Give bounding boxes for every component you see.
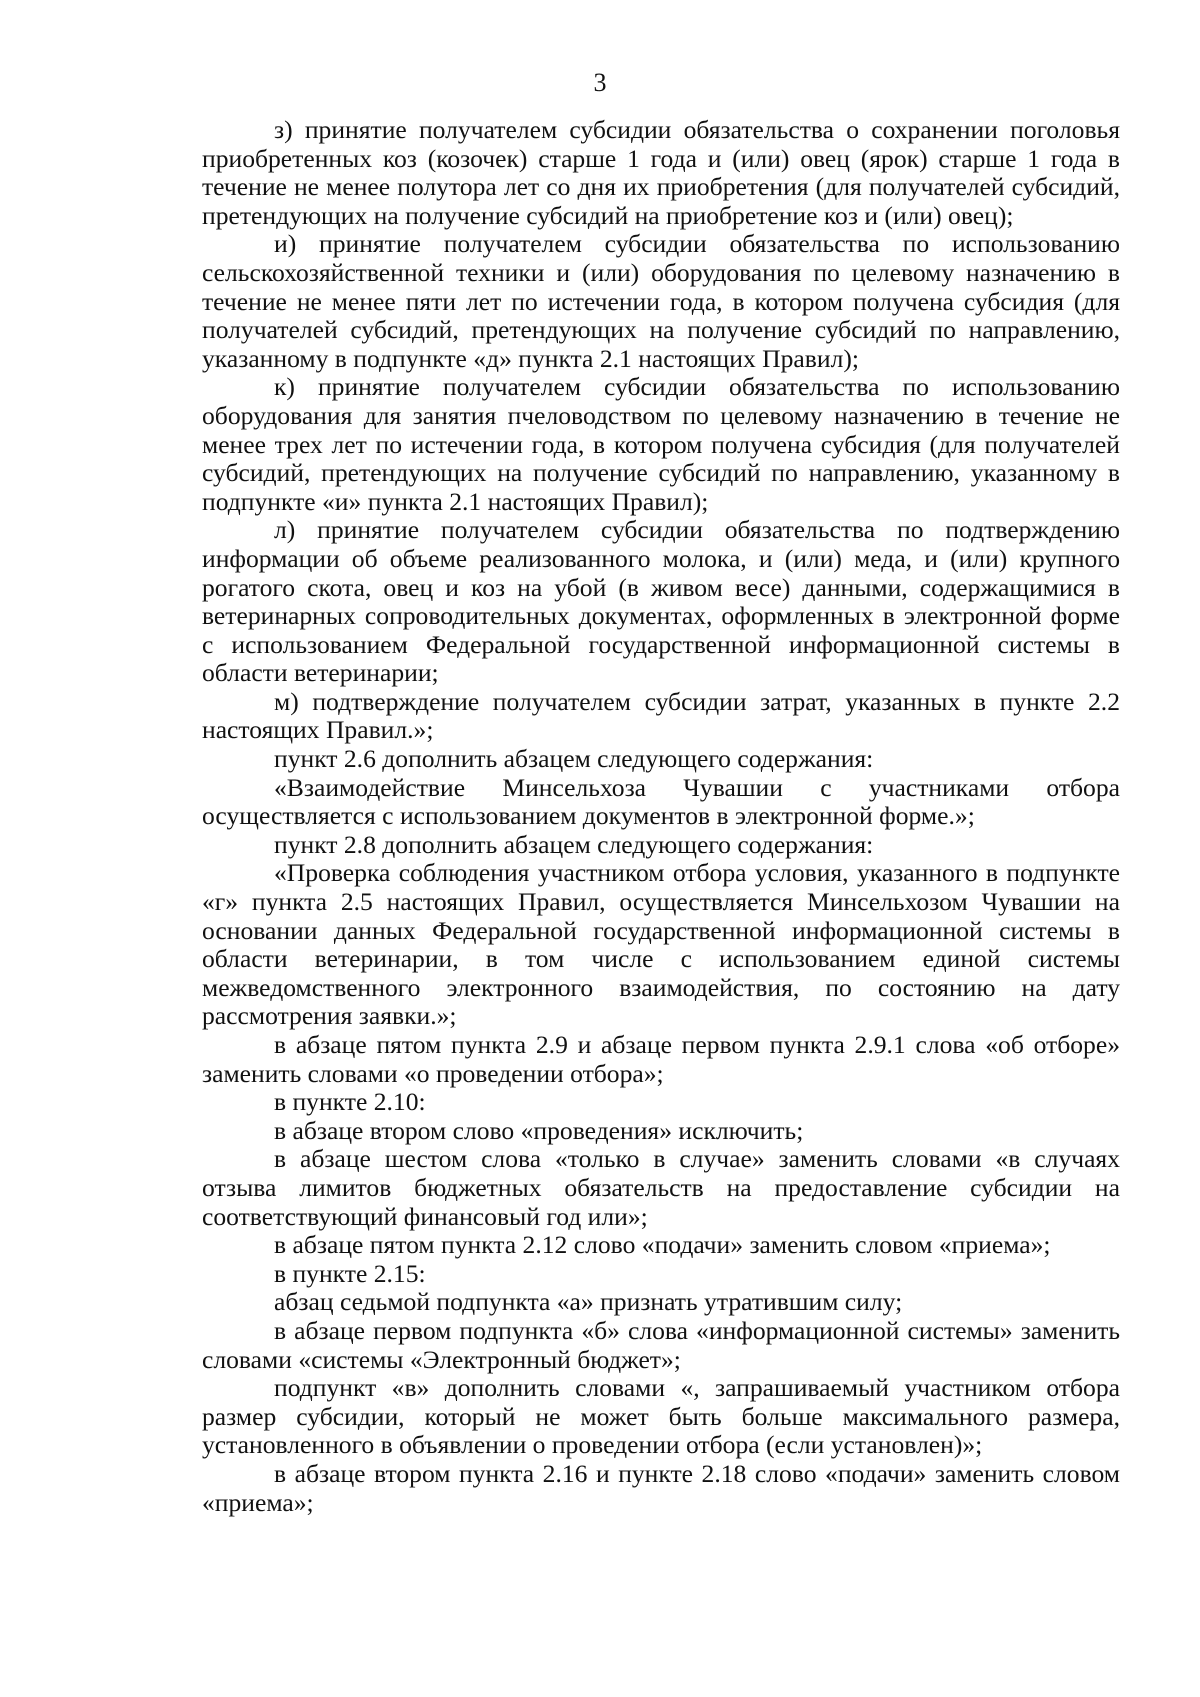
paragraph-i: и) принятие получателем субсидии обязательства по использованию сельскохозяйственной техники и (или) оборудования по целевому назначению в течение не менее пяти лет по истечении года, в котором получена субсидия (для получателей субсидий, претендующих на получение субсидий по направлению, указанному в подпункте «д» пункта 2.1 настоящих Правил);: [202, 229, 1120, 373]
paragraph-point-2-16: в абзаце втором пункта 2.16 и пункте 2.18 слово «подачи» заменить словом «приема»;: [202, 1458, 1120, 1517]
paragraph-k: к) принятие получателем субсидии обязательства по использованию оборудования для занятия пчеловодством по целевому назначению в течение не менее трех лет по истечении года, в котором получена субсидия (для получателей субсидий, претендующих на получение субсидий по направлению, указанному в подпункте «и» пункта 2.1 настоящих Правил);: [202, 372, 1120, 516]
paragraph-abzats-vtorom: в абзаце втором слово «проведения» исключить;: [274, 1115, 804, 1145]
paragraph-point-2-6: пункт 2.6 дополнить абзацем следующего содержания:: [274, 744, 874, 774]
paragraph-abzats-shestom: в абзаце шестом слова «только в случае» заменить словами «в случаях отзыва лимитов бюджетных обязательств на предоставление субсидии на соответствующий финансовый год или»;: [202, 1144, 1120, 1231]
paragraph-interaction-quote: «Взаимодействие Минсельхоза Чувашии с участниками отбора осуществляется с использованием документов в электронной форме.»;: [202, 772, 1120, 831]
paragraph-subpoint-b: в абзаце первом подпункта «б» слова «информационной системы» заменить словами «системы «Электронный бюджет»;: [202, 1315, 1120, 1374]
paragraph-subpoint-v: подпункт «в» дополнить словами «, запрашиваемый участником отбора размер субсидии, который не может быть больше максимального размера, установленного в объявлении о проведении отбора (если установлен)»;: [202, 1373, 1120, 1460]
paragraph-subpoint-a: абзац седьмой подпункта «а» признать утратившим силу;: [274, 1287, 903, 1317]
paragraph-verification-quote: «Проверка соблюдения участником отбора условия, указанного в подпункте «г» пункта 2.5 настоящих Правил, осуществляется Минсельхозом Чувашии на основании данных Федеральной государственной информационной системы в области ветеринарии, в том числе с использованием единой системы межведомственного электронного взаимодействия, по состоянию на дату рассмотрения заявки.»;: [202, 858, 1120, 1031]
paragraph-point-2-8: пункт 2.8 дополнить абзацем следующего содержания:: [274, 829, 874, 859]
paragraph-point-2-12: в абзаце пятом пункта 2.12 слово «подачи» заменить словом «приема»;: [274, 1230, 1051, 1260]
paragraph-point-2-9: в абзаце пятом пункта 2.9 и абзаце первом пункта 2.9.1 слова «об отборе» заменить словами «о проведении отбора»;: [202, 1030, 1120, 1088]
paragraph-point-2-10: в пункте 2.10:: [274, 1087, 426, 1117]
paragraph-m: м) подтверждение получателем субсидии затрат, указанных в пункте 2.2 настоящих Правил.»;: [202, 686, 1120, 745]
paragraph-point-2-15: в пункте 2.15:: [274, 1258, 426, 1288]
page-number: 3: [593, 68, 607, 97]
paragraph-l: л) принятие получателем субсидии обязательства по подтверждению информации об объеме реализованного молока, и (или) меда, и (или) крупного рогатого скота, овец и коз на убой (в живом весе) данными, содержащимися в ветеринарных сопроводительных документах, оформленных в электронной форме с использованием Федеральной государственной информационной системы в области ветеринарии;: [202, 515, 1120, 688]
document-body: [202, 116, 1120, 1517]
paragraph-z: з) принятие получателем субсидии обязательства о сохранении поголовья приобретенных коз (козочек) старше 1 года и (или) овец (ярок) старше 1 года в течение не менее полутора лет со дня их приобретения (для получателей субсидий, претендующих на получение субсидий на приобретение коз и (или) овец);: [202, 115, 1120, 230]
